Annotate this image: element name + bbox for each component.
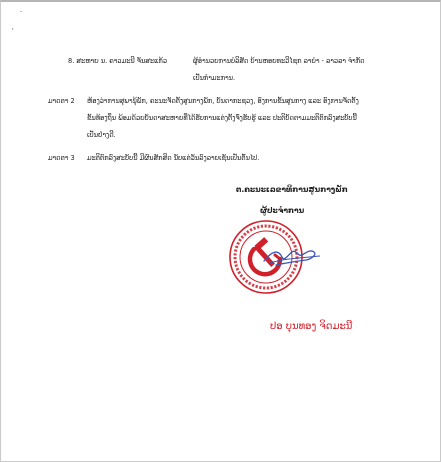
- article-2-label: ມາດຕາ 2: [48, 97, 75, 105]
- signature-title: ຕ.ຄະນະເລຂາທິການສູນກາງພັກ: [236, 185, 348, 194]
- signature-subtitle: ຜູ້ປະຈຳການ: [260, 206, 305, 215]
- article-2-line-3: ເປັນຢ່າງດີ.: [87, 131, 116, 139]
- article-2-line-1: ຫ້ອງວ່າການສຸພານຸ້ພັກ, ຄະນະຈັດຕັ້ງສູນກາງພັກ, ບັນດາກະຊວງ, ອົງການຂັ້ນສູນກາງ ແລະ ອົງການຈັດຕັ້ງ: [87, 97, 359, 105]
- item-8-line-1: ຜູ້ອຳນວຍການບໍລິສັດ ບ້ານຫອຍທະວີໄຊກ ລາຍຳ - ລາວລາ ຈຳກັດ: [193, 57, 365, 65]
- handwritten-signature: [262, 243, 324, 269]
- article-3-label: ມາດຕາ 3: [48, 154, 75, 162]
- article-2-line-2: ຂັ້ນທ້ອງຖິ່ນ ພ້ອມດ້ວຍບັນດາສະຫາຍທີ່ໄດ້ຮັບການແຕ່ງຕັ້ງຈົ່ງຮັບຮູ້ ແລະ ປະຕິບັດຕາມມະຕິຕົກລົງສະບັບນີ້: [87, 114, 357, 122]
- item-8-label: 8. ສະຫາຍ ນ. ຄາວມະນີ ຈັນສະແກ້ວ: [68, 57, 168, 65]
- article-3-line-1: ມະຕິຕົກລົງສະບັບນີ້ ມີຜົນສັກສິດ ນັບແຕ່ວັນລົງລາຍເຊັນເປັນຕົ້ນໄປ.: [87, 154, 260, 162]
- page-mark: ˛: [11, 22, 15, 30]
- item-8-line-2: ເປັນກຳມະການ.: [193, 74, 236, 82]
- page-mark: ·: [20, 8, 23, 16]
- signatory-name: ປອ ບຸນທອງ ຈິດມະນີ: [270, 321, 353, 332]
